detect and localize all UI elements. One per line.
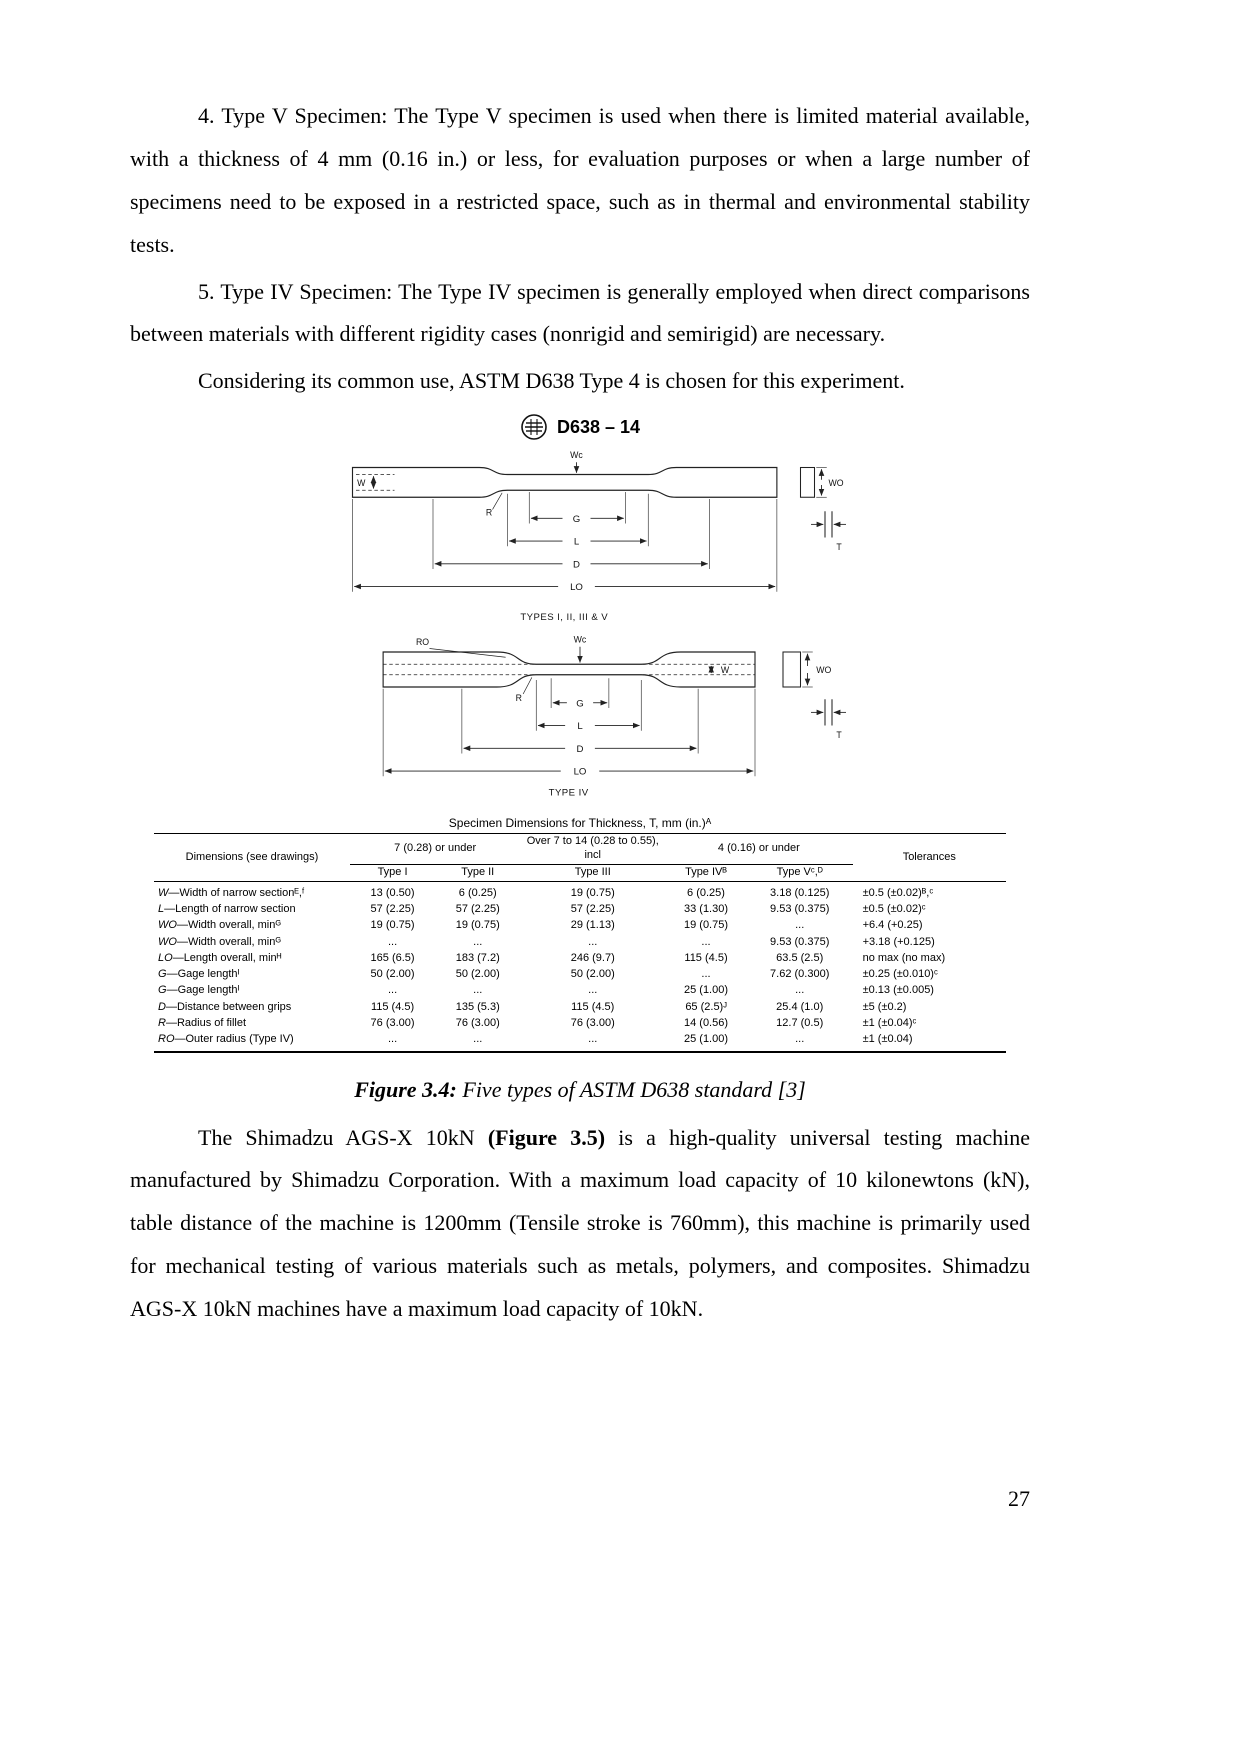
cell: 76 (3.00) — [455, 1016, 500, 1029]
cell: 3.18 (0.125) — [770, 886, 830, 899]
dim-label-g: G — [572, 513, 581, 525]
figure-caption — [130, 1077, 1030, 1103]
dim-label: G—Gage lengthᴵ — [158, 984, 240, 997]
cell: 135 (5.3) — [455, 1000, 500, 1013]
table-title: Specimen Dimensions for Thickness, T, mm (in.)ᴬ — [448, 816, 712, 831]
dim-label-wc: Wc — [570, 450, 583, 461]
header-type-1: Type I — [350, 864, 435, 881]
header-group-3: 4 (0.16) or under — [665, 834, 852, 865]
tolerance-cell: ±1 (±0.04) — [862, 1033, 913, 1046]
table-row — [154, 934, 1006, 950]
cell: ... — [795, 919, 805, 932]
tolerance-cell: +3.18 (+0.125) — [862, 935, 935, 948]
dim-label-t: T — [836, 730, 842, 741]
paragraph-shimadzu-figure-ref: (Figure 3.5) — [487, 1124, 606, 1150]
cell: ... — [701, 935, 711, 948]
header-type-4: Type IVᴮ — [665, 864, 747, 881]
dim-label-d: D — [576, 744, 584, 756]
table-row — [154, 982, 1006, 998]
dim-label-lo: LO — [573, 766, 587, 778]
cell: 76 (3.00) — [570, 1016, 615, 1029]
table-row — [154, 1015, 1006, 1031]
dim-label: RO—Outer radius (Type IV) — [158, 1033, 294, 1046]
cell: 115 (4.5) — [571, 1000, 615, 1013]
paragraph-type-iv: 5. Type IV Specimen: The Type IV specimen is generally employed when direct comparisons between materials with different rigidity cases (nonrigid and semirigid) are necessary. — [130, 278, 1030, 347]
table-row — [154, 950, 1006, 966]
header-type-5: Type Vᶜ,ᴰ — [747, 864, 853, 881]
header-group-1: 7 (0.28) or under — [350, 834, 520, 865]
dim-label-l: L — [577, 721, 583, 733]
cell: 246 (9.7) — [570, 951, 615, 964]
dim-label-t: T — [836, 541, 842, 552]
cell: 7.62 (0.300) — [770, 968, 830, 981]
cell: 76 (3.00) — [370, 1016, 415, 1029]
dim-label-r: R — [515, 693, 522, 704]
tolerance-cell: ±0.25 (±0.010)ᶜ — [862, 968, 938, 981]
tolerance-cell: ±0.13 (±0.005) — [862, 984, 934, 997]
table-row — [154, 1031, 1006, 1051]
table-row — [154, 999, 1006, 1015]
dim-label-wo: WO — [828, 478, 844, 489]
header-type-3: Type III — [520, 864, 665, 881]
cell: ... — [588, 935, 598, 948]
cell: ... — [387, 1033, 398, 1046]
drawing2-caption: TYPE IV — [548, 787, 589, 799]
cell: 183 (7.2) — [455, 951, 500, 964]
standard-header — [130, 413, 1030, 441]
cell: 57 (2.25) — [570, 902, 615, 915]
tolerance-cell: ±1 (±0.04)ᶜ — [862, 1016, 917, 1029]
cell: 25 (1.00) — [683, 1033, 729, 1046]
cell: 19 (0.75) — [455, 919, 500, 932]
side-views — [783, 652, 846, 726]
dim-label: R—Radius of fillet — [158, 1016, 247, 1029]
cell: 25 (1.00) — [683, 984, 729, 997]
cell: ... — [588, 984, 598, 997]
cell: 115 (4.5) — [684, 951, 728, 964]
paragraph-shimadzu-part2: is a high-quality universal testing machine manufactured by Shimadzu Corporation. With a maximum load capacity of 10 kilonewtons (kN), table distance of the machine is 1200mm (Tensile stroke is 760mm), this machine is primarily used for mechanical testing of various materials such as metals, polymers, and composites. Shimadzu AGS-X 10kN machines have a maximum load capacity of 10kN. — [130, 1124, 1030, 1322]
dimension-lines — [353, 462, 777, 592]
table-row — [154, 881, 1006, 901]
cell: ... — [473, 935, 483, 948]
dim-label: L—Length of narrow section — [158, 902, 296, 915]
specimen-outline — [383, 652, 755, 687]
figure-caption-number: Figure 3.4: — [354, 1076, 457, 1102]
cell: ... — [473, 1033, 483, 1046]
cell: 57 (2.25) — [455, 902, 500, 915]
cell: 50 (2.00) — [455, 968, 500, 981]
cell: 6 (0.25) — [458, 886, 497, 899]
dimension-lines — [383, 647, 755, 777]
dim-label: LO—Length overall, minᴴ — [158, 951, 282, 964]
dim-label-g: G — [576, 698, 584, 710]
cell: 29 (1.13) — [570, 919, 615, 932]
cell: 19 (0.75) — [570, 886, 615, 899]
dim-label-w: W — [720, 665, 730, 676]
cell: 9.53 (0.375) — [770, 902, 830, 915]
header-type-2: Type II — [435, 864, 520, 881]
tolerance-cell: +6.4 (+0.25) — [862, 919, 923, 932]
figure-astm-d638 — [130, 413, 1030, 1052]
cell: 50 (2.00) — [570, 968, 615, 981]
figure-caption-text: Five types of ASTM D638 standard [3] — [456, 1076, 806, 1102]
dim-label-wc: Wc — [573, 634, 587, 645]
dim-label-lo: LO — [570, 582, 583, 594]
tolerance-cell: ±0.5 (±0.02)ᴮ,ᶜ — [862, 886, 934, 899]
cell: 25.4 (1.0) — [776, 1000, 824, 1013]
paragraph-shimadzu — [130, 1117, 1030, 1331]
cell: 50 (2.00) — [370, 968, 415, 981]
specimen-dimensions-table — [154, 833, 1006, 1052]
dim-label-wo: WO — [816, 665, 832, 676]
drawing1-caption: TYPES I, II, III & V — [520, 611, 609, 623]
dim-label: G—Gage lengthᴵ — [158, 968, 240, 981]
cell: ... — [387, 984, 398, 997]
cell: 13 (0.50) — [370, 886, 415, 899]
cell: ... — [795, 1033, 805, 1046]
dim-label-d: D — [573, 559, 580, 571]
table-header-row-groups — [154, 834, 1006, 865]
cell: 19 (0.75) — [683, 919, 729, 932]
page-number: 27 — [1008, 1486, 1030, 1511]
cell: 6 (0.25) — [687, 886, 725, 899]
dim-label-r: R — [485, 507, 493, 518]
dim-label: WO—Width overall, minᴳ — [158, 919, 281, 932]
standard-designation: D638 – 14 — [556, 416, 641, 437]
cell: 63.5 (2.5) — [776, 951, 824, 964]
specimen-drawing-types-1-2-3-5 — [300, 443, 860, 631]
cell: 12.7 (0.5) — [776, 1016, 824, 1029]
page-content — [130, 95, 1030, 1335]
paragraph-type-v: 4. Type V Specimen: The Type V specimen is used when there is limited material available, with a thickness of 4 mm (0.16 in.) or less, for evaluation purposes or when a large number of specimens need to be exposed in a restricted space, such as in thermal and environmental stability tests. — [130, 103, 1030, 257]
header-tolerances: Tolerances — [853, 834, 1006, 881]
cell: ... — [588, 1033, 598, 1046]
cell: 19 (0.75) — [370, 919, 415, 932]
astm-logo-icon — [520, 413, 548, 441]
table-row — [154, 917, 1006, 933]
cell: 165 (6.5) — [370, 951, 415, 964]
dim-label: W—Width of narrow sectionᴱ,ᶠ — [158, 886, 305, 899]
tolerance-cell: ±0.5 (±0.02)ᶜ — [862, 902, 926, 915]
table-row — [154, 901, 1006, 917]
header-group-2: Over 7 to 14 (0.28 to 0.55), incl — [520, 834, 665, 865]
tolerance-cell: no max (no max) — [862, 951, 946, 964]
tolerance-cell: ±5 (±0.2) — [862, 1000, 907, 1013]
dim-label: WO—Width overall, minᴳ — [158, 935, 281, 948]
dim-label-w: W — [357, 478, 366, 489]
cell: ... — [795, 984, 805, 997]
paragraph-shimadzu-part1: The Shimadzu AGS-X 10kN — [198, 1124, 488, 1150]
specimen-outline — [353, 468, 777, 498]
cell: 115 (4.5) — [370, 1000, 415, 1013]
header-dimensions: Dimensions (see drawings) — [154, 834, 350, 881]
cell: ... — [701, 968, 711, 981]
paragraph-chosen-type: Considering its common use, ASTM D638 Type 4 is chosen for this experiment. — [198, 368, 905, 394]
specimen-drawing-type-4 — [300, 631, 860, 806]
cell: ... — [473, 984, 483, 997]
dim-label: D—Distance between grips — [158, 1000, 292, 1013]
cell: 65 (2.5)ᴶ — [685, 1000, 727, 1013]
cell: 14 (0.56) — [683, 1016, 729, 1029]
dim-label-ro: RO — [415, 637, 430, 648]
cell: 33 (1.30) — [683, 902, 729, 915]
dim-label-l: L — [573, 536, 580, 548]
table-row — [154, 966, 1006, 982]
cell: 9.53 (0.375) — [770, 935, 830, 948]
cell: ... — [387, 935, 398, 948]
cell: 57 (2.25) — [370, 902, 415, 915]
